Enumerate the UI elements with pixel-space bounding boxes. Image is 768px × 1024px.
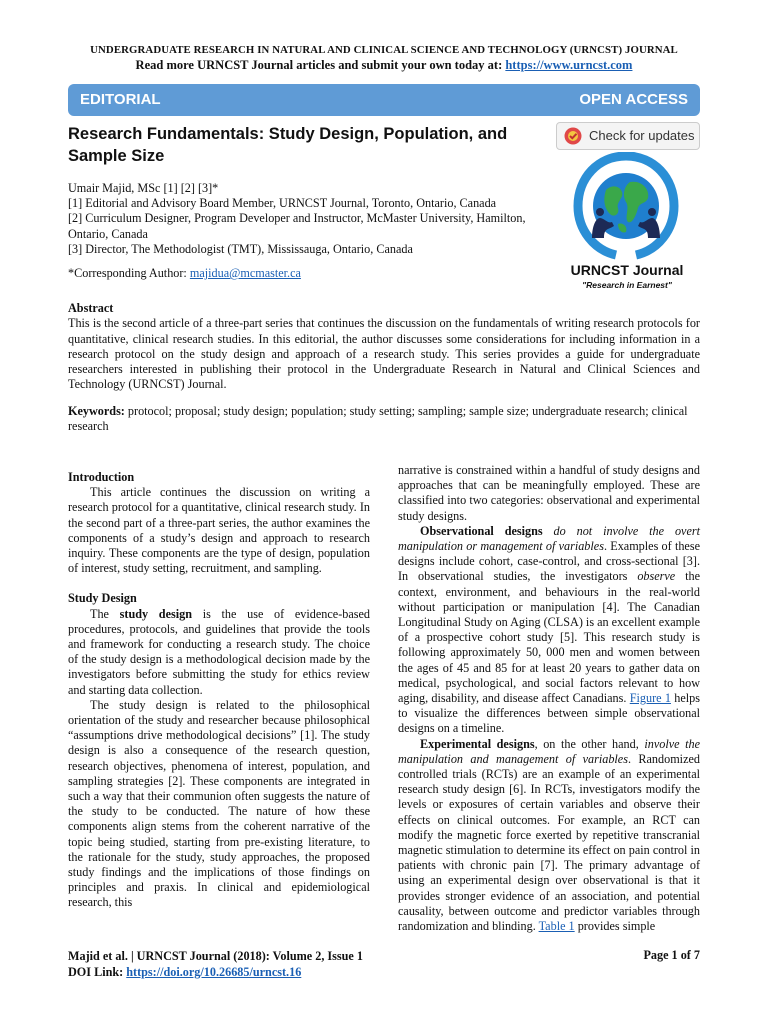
- author-name: Umair Majid, MSc [1] [2] [3]*: [68, 181, 219, 195]
- footer-citation: Majid et al. | URNCST Journal (2018): Volume 2, Issue 1: [68, 949, 363, 963]
- sd-p1-start: The: [90, 606, 120, 621]
- footer-citation-block: [68, 948, 363, 980]
- article-title: Research Fundamentals: Study Design, Population, and Sample Size: [68, 125, 508, 165]
- obs-text-a: . Examples of these designs include cohort, case-control, and cross-sectional [3]. In observational studies, the investigators: [398, 539, 700, 584]
- sd-p1-bold: study design: [119, 606, 192, 621]
- right-paragraph-1: narrative is constrained within a handful of study designs and approaches that can be meaningfully employed. These are classified into two categories: observational and experimental study designs.: [398, 463, 700, 523]
- banner-editorial: EDITORIAL: [80, 91, 161, 108]
- exp-italic: involve the manipulation and management of variables: [398, 736, 701, 766]
- article-type-banner: [68, 84, 700, 116]
- footer-doi: [68, 964, 363, 980]
- exp-text-a: , on the other hand,: [534, 736, 645, 751]
- study-design-paragraph-1: [68, 607, 370, 698]
- affiliation-3: [3] Director, The Methodologist (TMT), Mississauga, Ontario, Canada: [68, 241, 413, 256]
- doi-label: DOI Link:: [68, 965, 124, 979]
- obs-text-b: the context, environment, and behaviours in the real-world without participation or manipulation [4]. The Canadian Longitudinal Study on Aging (CLSA) is an excellent example of a prospective cohort study [5]. This research study is following approximately 50, 000 men and women between the ages of 45 and 85 for at least 20 years to gather data on medical, psychological, and social factors relevant to how aging, disability, and disease affect Canadians.: [398, 569, 700, 706]
- check-updates-label: Check for updates: [589, 128, 695, 143]
- check-updates-icon: [564, 127, 582, 145]
- corresponding-label: *Corresponding Author:: [68, 266, 187, 280]
- affiliation-1: [1] Editorial and Advisory Board Member, URNCST Journal, Toronto, Ontario, Canada: [68, 196, 497, 211]
- table-1-link[interactable]: Table 1: [538, 919, 575, 934]
- left-column: [68, 470, 370, 911]
- sd-p1-rest: is the use of evidence-based procedures, protocols, and guidelines that provide the tools and framework for conducting a research study. The choice of the study design is a methodological decision made by the investigators before submitting the study for ethics review and starting data collection.: [68, 606, 371, 697]
- abstract-heading: Abstract: [68, 301, 114, 315]
- logo-journal-name: URNCST Journal: [570, 262, 684, 278]
- right-column: [398, 463, 700, 934]
- logo-tagline: "Research in Earnest": [582, 280, 672, 290]
- author-block: [68, 181, 553, 257]
- page-number: Page 1 of 7: [643, 948, 700, 962]
- keywords-section: [68, 404, 700, 435]
- introduction-text: This article continues the discussion on writing a research protocol for a quantitative, clinical research study. In the second part of a three-part series, the author examines the components of a study’s design and approach to research inquiry. These components are the type of design, population of interest, study setting, recruitment, and sampling.: [68, 485, 370, 576]
- study-design-paragraph-2: The study design is related to the philosophical orientation of the study and researcher because philosophical “assumptions drive methodological decisions” [1]. The study design is also a consequence of the research question, research objectives, phenomena of interest, population, and sampling strategies [2]. These components are integrated in such a way that their communion often suggests the nature of the study to be conducted. The nature of how these components align stems from the coherent narrative of the topic being studied, starting from pre-existing literature, to the rationale for the study, study approaches, the proposed study findings and the implications of those findings on principles and praxis. In clinical and epidemiological research, this: [68, 697, 370, 910]
- keywords-text: protocol; proposal; study design; population; study setting; sampling; sample size; undergraduate research; clinical research: [68, 404, 688, 434]
- read-more-text: Read more URNCST Journal articles and submit your own today at:: [135, 58, 503, 72]
- read-more-line: [0, 58, 768, 73]
- corresponding-email-link[interactable]: majidua@mcmaster.ca: [189, 266, 301, 280]
- obs-observe: observe: [637, 569, 676, 584]
- observational-paragraph: [398, 524, 700, 737]
- corresponding-author: [68, 266, 301, 281]
- obs-bold: Observational designs: [420, 523, 543, 538]
- figure-1-link[interactable]: Figure 1: [629, 691, 671, 706]
- exp-text-b: . Randomized controlled trials (RCTs) are an example of an experimental research study design [6]. In RCTs, investigators modify the levels or exposures of certain variables and observe their effects on clinical outcomes. For example, an RCT can modify the magnetic force exerted by repetitive transcranial magnetic stimulation to determine its effect on pain control in patients with chronic pain [7]. The primary advantage of using an experimental design over observational is that it provides stronger evidence of an association, and potential causality, between outcome and predictor variables through randomization and blinding.: [398, 751, 700, 934]
- experimental-paragraph: [398, 737, 700, 935]
- obs-italic: do not involve the overt manipulation or management of variables: [398, 523, 700, 554]
- affiliation-2: [2] Curriculum Designer, Program Developer and Instructor, McMaster University, Hamilton, Ontario, Canada: [68, 211, 526, 241]
- journal-website-link[interactable]: https://www.urncst.com: [505, 58, 633, 72]
- abstract-text: This is the second article of a three-part series that continues the discussion on the fundamentals of writing research protocols for quantitative, clinical research studies. In this editorial, the author discusses some considerations for including information in a research protocol on the study design and approach of a research study. This series provides a guide for undergraduate researchers interested in publishing their protocol in the Undergraduate Research in Natural and Clinical Sciences and Technology (URNCST) Journal.: [68, 316, 700, 392]
- abstract-section: [68, 301, 700, 393]
- doi-link[interactable]: https://doi.org/10.26685/urncst.16: [126, 965, 302, 979]
- obs-text-c: helps to visualize the differences between simple observational designs on a timeline.: [398, 691, 701, 736]
- banner-open-access: OPEN ACCESS: [579, 91, 688, 108]
- check-for-updates-button[interactable]: [556, 122, 700, 150]
- introduction-heading: Introduction: [68, 470, 135, 484]
- exp-bold: Experimental designs: [420, 736, 535, 751]
- exp-text-c: provides simple: [574, 919, 656, 934]
- study-design-heading: Study Design: [68, 591, 137, 606]
- journal-header: UNDERGRADUATE RESEARCH IN NATURAL AND CLINICAL SCIENCE AND TECHNOLOGY (URNCST) JOURNAL: [90, 44, 678, 56]
- keywords-label: Keywords:: [68, 404, 125, 418]
